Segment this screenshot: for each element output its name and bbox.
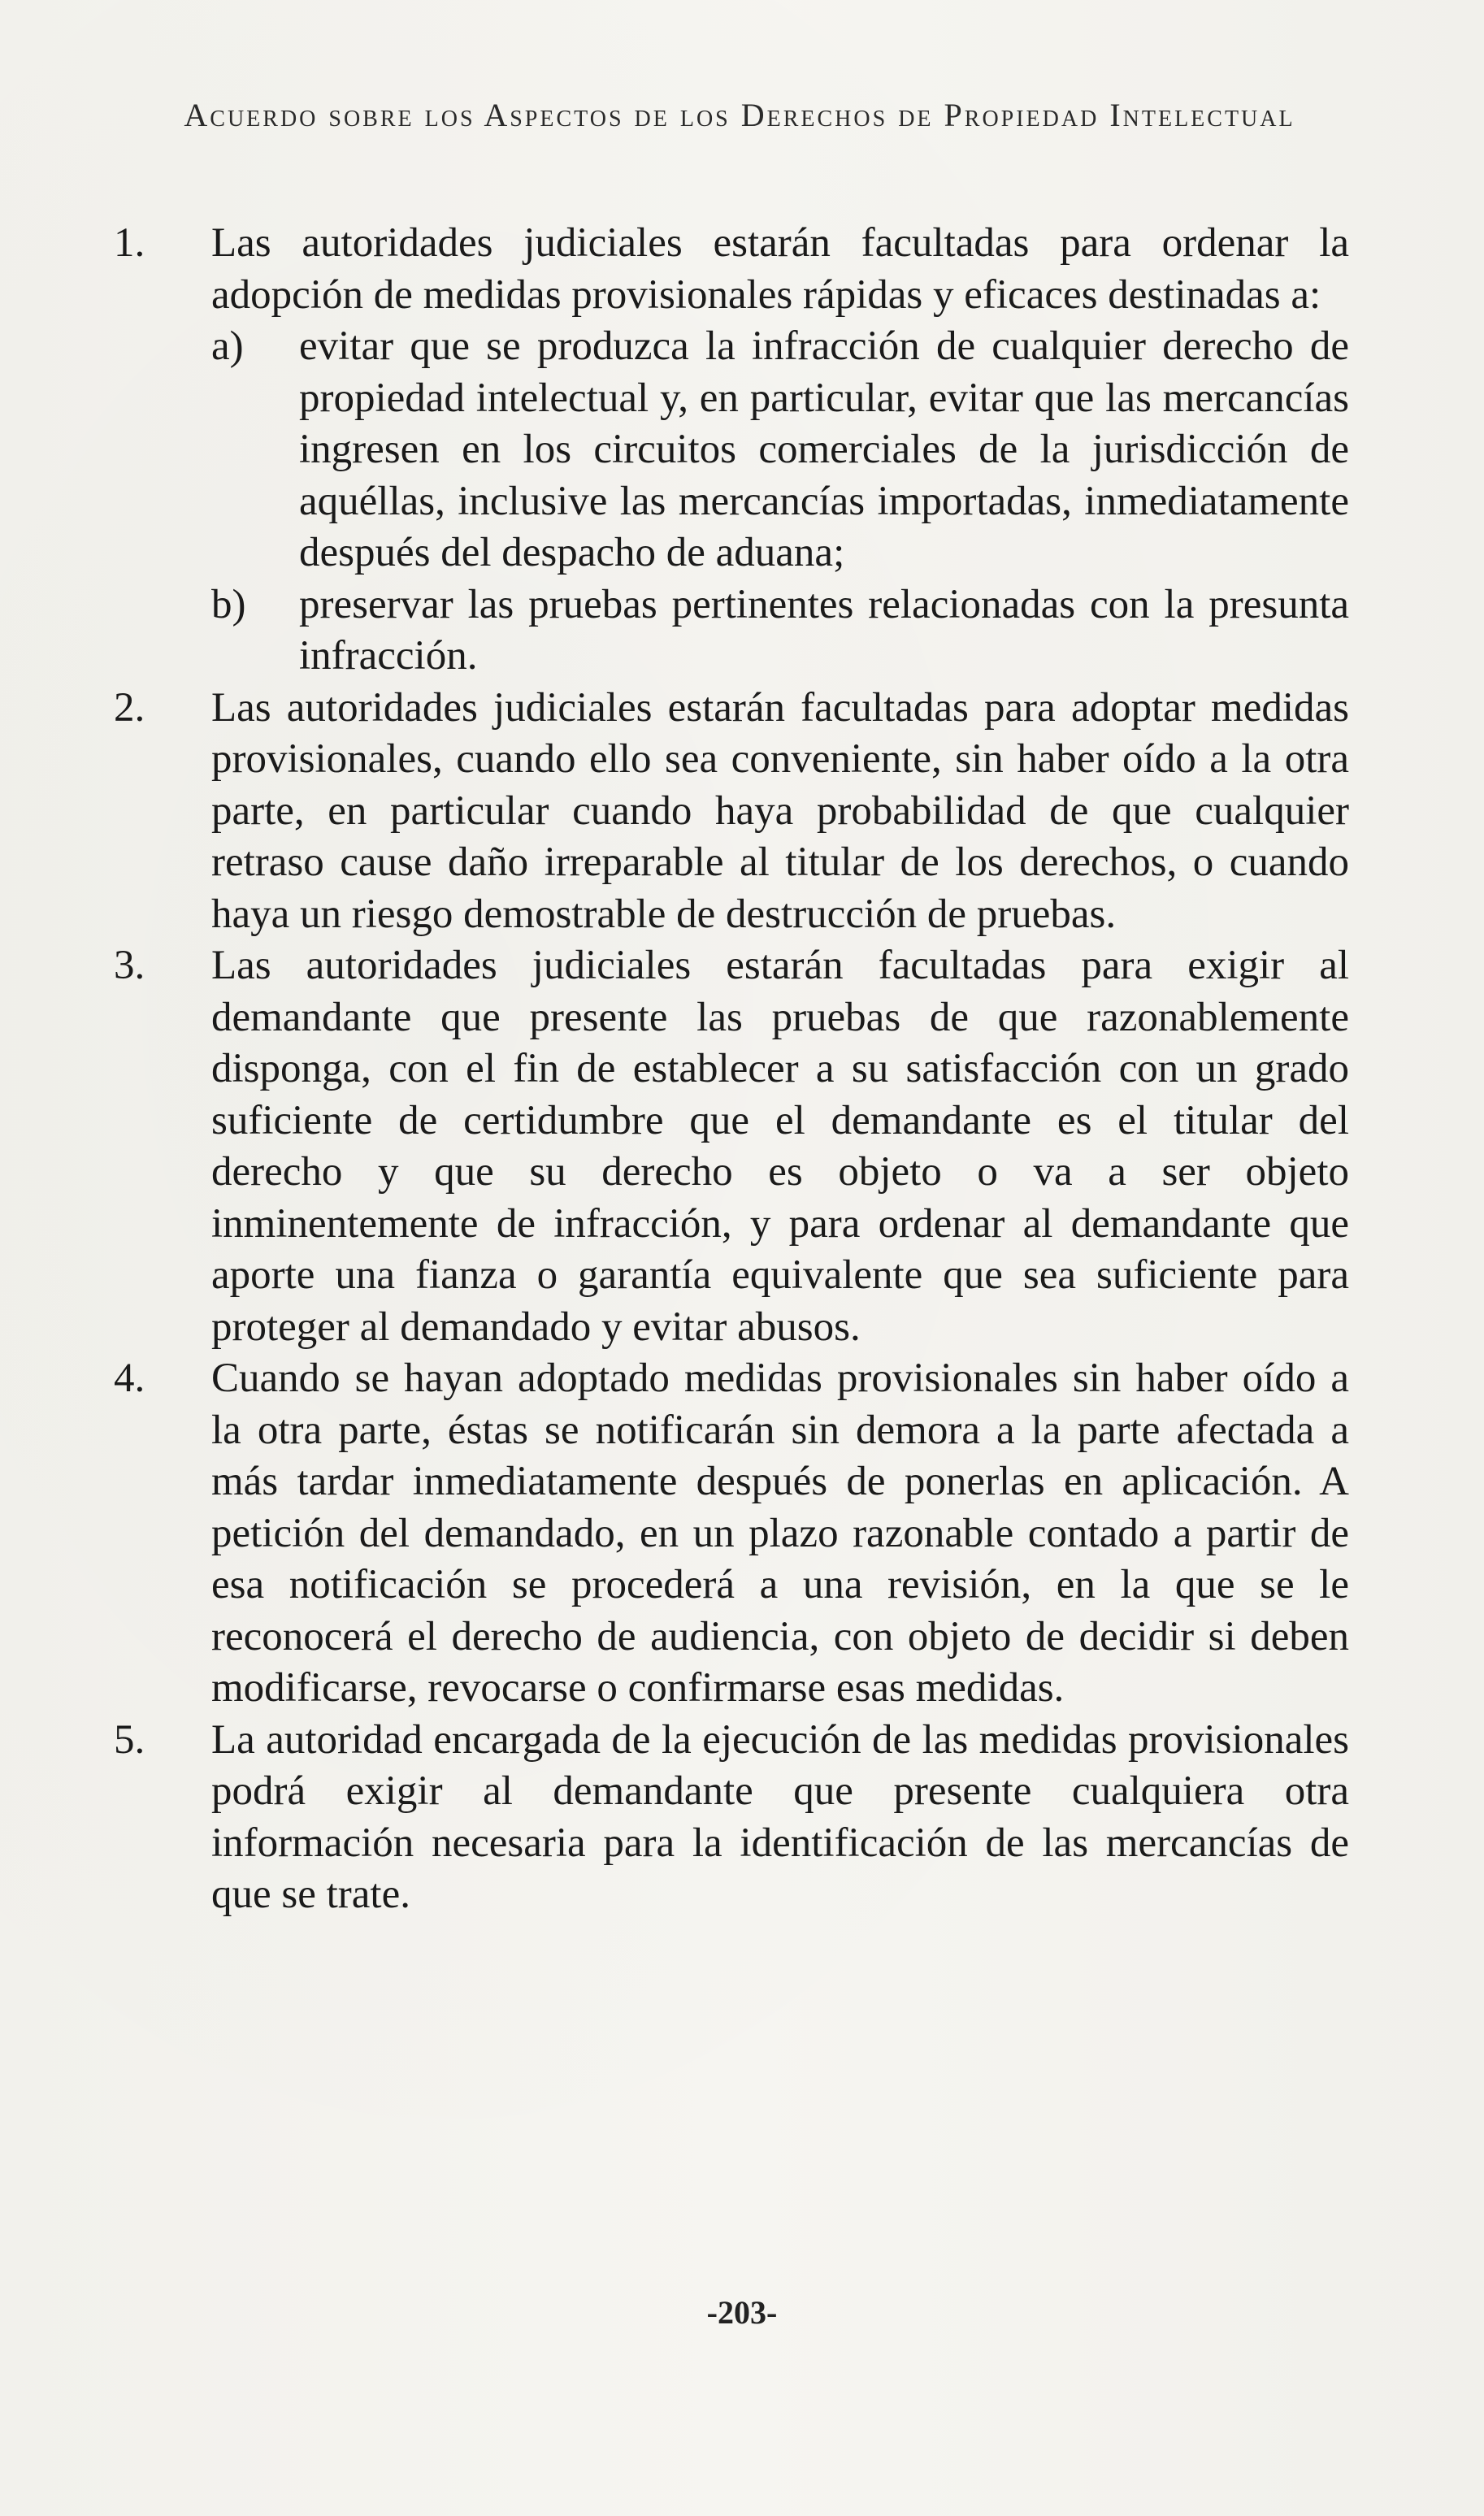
running-header: Acuerdo sobre los Aspectos de los Derechos de Propiedad Intelectual <box>184 97 1295 133</box>
list-item-4 <box>114 1353 1349 1715</box>
sub-item-text: preservar las pruebas pertinentes relacionadas con la presunta infracción. <box>299 581 1349 679</box>
article-body <box>114 218 1349 1921</box>
page-number: -203- <box>706 2294 778 2331</box>
item-number: 2. <box>114 684 145 731</box>
item-text: Las autoridades judiciales estarán facultadas para adoptar medidas provisionales, cuando ello sea conveniente, sin haber oído a la otra parte, en particular cuando haya probabilidad de que cualquier retraso cause daño irreparable al titular de los derechos, o cuando haya un riesgo demostrable de destrucción de pruebas. <box>211 684 1349 937</box>
sub-item-text: evitar que se produzca la infracción de cualquier derecho de propiedad intelectual y, en particular, evitar que las mercancías ingresen en los circuitos comerciales de la jurisdicción de aquéllas, inclusive las mercancías importadas, inmediatamente después del despacho de aduana; <box>299 323 1349 575</box>
item-number: 5. <box>114 1716 145 1763</box>
list-item-1 <box>114 218 1349 683</box>
sub-item-letter: a) <box>211 323 244 369</box>
sub-item-a <box>211 321 1349 579</box>
item-number: 1. <box>114 220 145 266</box>
item-text: Las autoridades judiciales estarán facultadas para ordenar la adopción de medidas provisionales rápidas y eficaces destinadas a: <box>211 220 1349 318</box>
item-number: 4. <box>114 1356 145 1401</box>
sub-item-letter: b) <box>211 581 246 627</box>
item-text: Las autoridades judiciales estarán facultadas para exigir al demandante que presente las pruebas de que razonablemente disponga, con el fin de establecer a su satisfacción con un grado suficiente de certidumbre que el demandante es el titular del derecho y que su derecho es objeto o va a ser objeto inminentemente de infracción, y para ordenar al demandante que aporte una fianza o garantía equivalente que sea suficiente para proteger al demandado y evitar abusos. <box>211 943 1349 1350</box>
item-number: 3. <box>114 943 145 988</box>
list-item-3 <box>114 940 1349 1353</box>
sub-item-b <box>211 579 1349 683</box>
item-text: La autoridad encargada de la ejecución de las medidas provisionales podrá exigir al demandante que presente cualquiera otra información necesaria para la identificación de las mercancías de que se trate. <box>211 1716 1349 1917</box>
list-item-2 <box>114 683 1349 941</box>
list-item-5 <box>114 1715 1349 1921</box>
item-text: Cuando se hayan adoptado medidas provisionales sin haber oído a la otra parte, éstas se notificarán sin demora a la parte afectada a más tardar inmediatamente después de ponerlas en aplicación. A petición del demandado, en un plazo razonable contado a partir de esa notificación se procederá a una revisión, en la que se le reconocerá el derecho de audiencia, con objeto de decidir si deben modificarse, revocarse o confirmarse esas medidas. <box>211 1356 1349 1711</box>
